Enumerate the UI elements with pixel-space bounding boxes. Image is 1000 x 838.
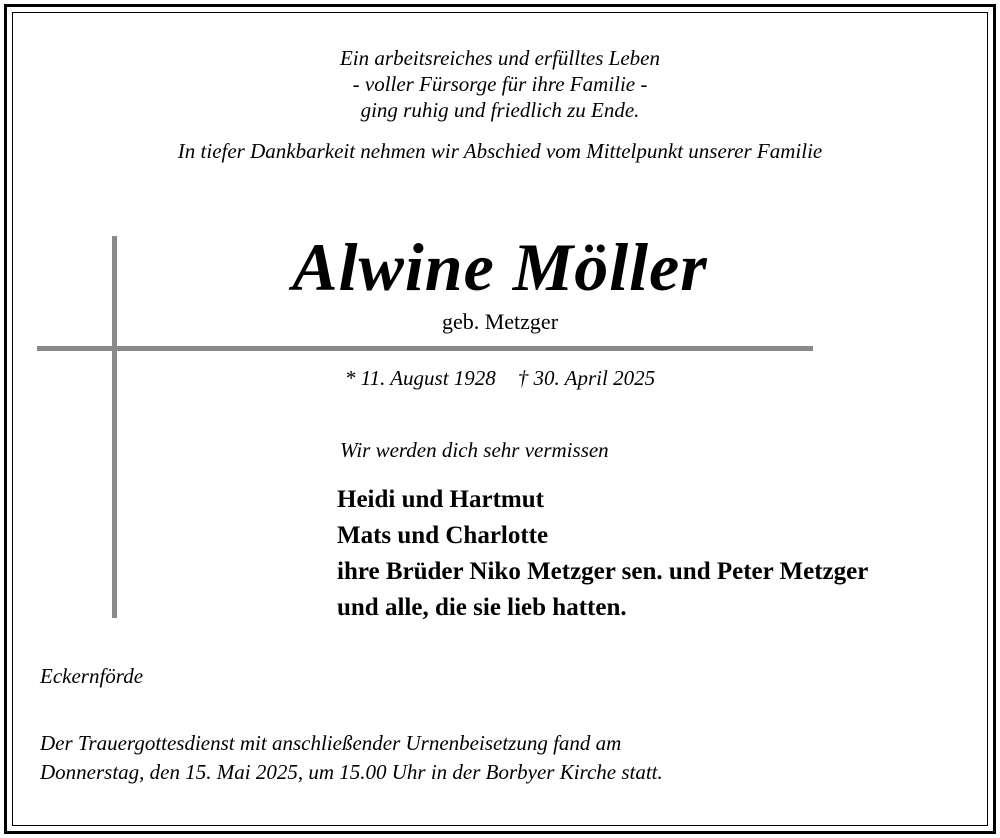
mourner-line: ihre Brüder Niko Metzger sen. und Peter Metzger (337, 558, 869, 585)
place: Eckernförde (40, 664, 144, 688)
deceased-name: Alwine Möller (292, 229, 708, 305)
mourner-line: Mats und Charlotte (337, 522, 549, 549)
maiden-name: geb. Metzger (441, 309, 559, 334)
mourner-line: Heidi und Hartmut (337, 486, 544, 513)
miss-line: Wir werden dich sehr vermissen (340, 438, 609, 462)
intro-line-3: ging ruhig und friedlich zu Ende. (360, 98, 640, 122)
intro-line-2: - voller Fürsorge für ihre Familie - (352, 72, 648, 96)
service-line-2: Donnerstag, den 15. Mai 2025, um 15.00 Uhr in der Borbyer Kirche statt. (40, 760, 663, 784)
cross-horizontal-bar (37, 346, 813, 351)
intro-line-1: Ein arbeitsreiches und erfülltes Leben (339, 46, 660, 70)
birth-date: * 11. August 1928 (344, 366, 496, 390)
intro-line-4: In tiefer Dankbarkeit nehmen wir Abschied vom Mittelpunkt unserer Familie (177, 139, 823, 163)
death-date: † 30. April 2025 (517, 366, 656, 390)
life-dates (0, 365, 1000, 391)
mourner-line: und alle, die sie lieb hatten. (337, 594, 627, 621)
inner-border (12, 12, 988, 826)
service-line-1: Der Trauergottesdienst mit anschließender Urnenbeisetzung fand am (40, 731, 622, 755)
